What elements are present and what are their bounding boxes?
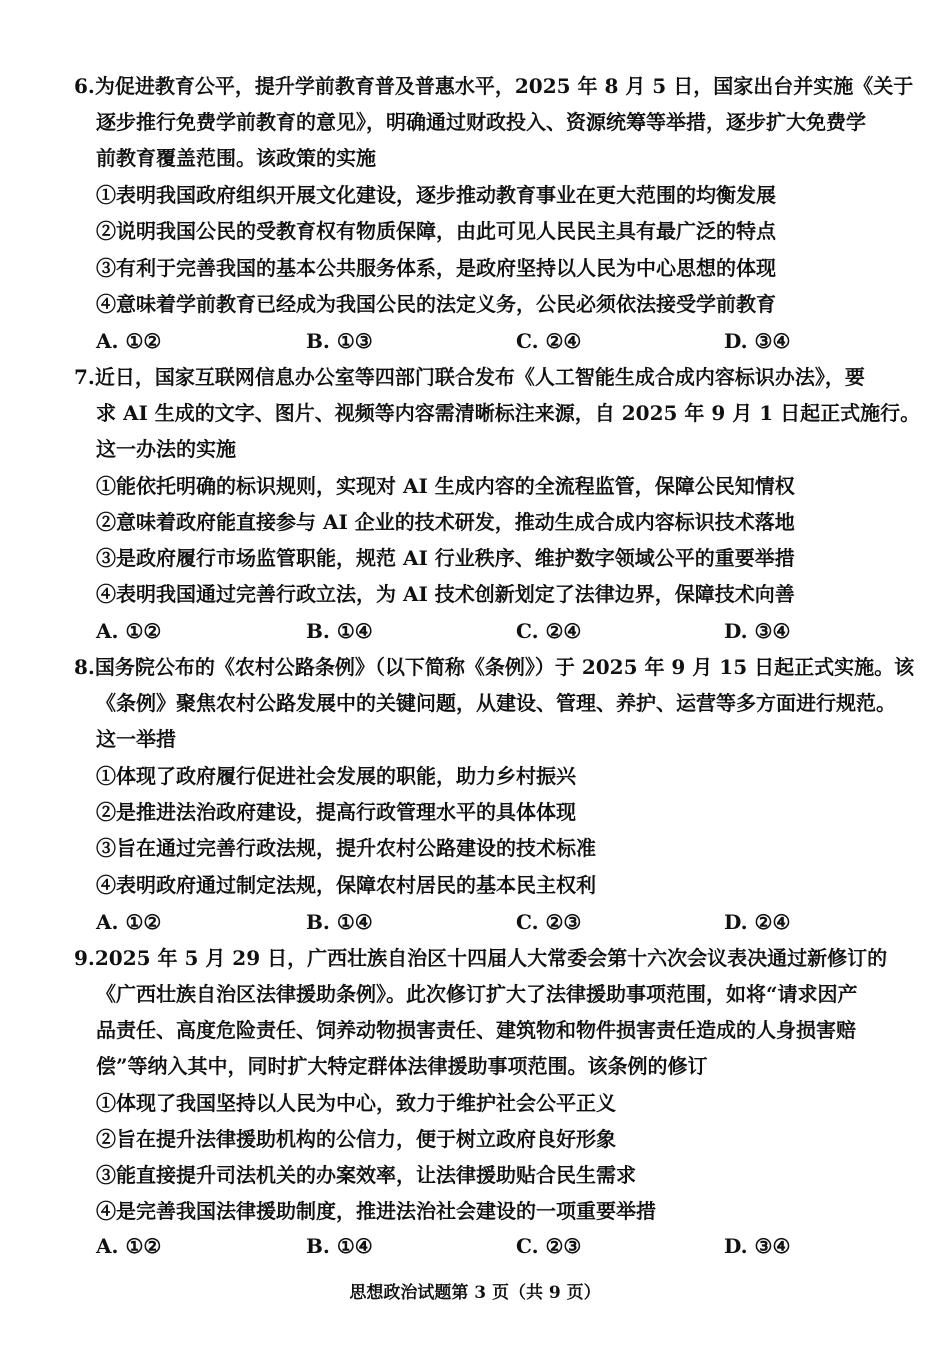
answer-choice-a: A. ①② [96, 329, 162, 353]
question-stem-line: 逐步推行免费学前教育的意见》，明确通过财政投入、资源统筹等举措，逐步扩大免费学 [96, 110, 866, 134]
question-stem-line: 品责任、高度危险责任、饲养动物损害责任、建筑物和物件损害责任造成的人身损害赔 [96, 1018, 856, 1042]
page-footer: 思想政治试题第 3 页（共 9 页） [349, 1283, 601, 1303]
question-stem-line: 求 AI 生成的文字、图片、视频等内容需清晰标注来源，自 2025 年 9 月 1 日起正式施行。 [96, 401, 921, 425]
answer-choice-d: D. ③④ [724, 329, 791, 353]
statement-option: ③能直接提升司法机关的办案效率，让法律援助贴合民生需求 [96, 1163, 636, 1187]
question-stem-line: 这一办法的实施 [96, 437, 236, 461]
question-stem-line: 《条例》聚焦农村公路发展中的关键问题，从建设、管理、养护、运营等多方面进行规范。 [96, 691, 896, 715]
answer-choice-d: D. ③④ [724, 1234, 791, 1258]
statement-option: ②是推进法治政府建设，提高行政管理水平的具体体现 [96, 800, 576, 824]
statement-option: ②意味着政府能直接参与 AI 企业的技术研发，推动生成合成内容标识技术落地 [96, 510, 795, 534]
statement-option: ①体现了我国坚持以人民为中心，致力于维护社会公平正义 [96, 1091, 616, 1115]
answer-choice-b: B. ①③ [306, 329, 373, 353]
statement-option: ③有利于完善我国的基本公共服务体系，是政府坚持以人民为中心思想的体现 [96, 256, 776, 280]
answer-choice-b: B. ①④ [306, 910, 373, 934]
question-stem-line: 7.近日，国家互联网信息办公室等四部门联合发布《人工智能生成合成内容标识办法》，要 [74, 365, 865, 389]
statement-option: ②说明我国公民的受教育权有物质保障，由此可见人民民主具有最广泛的特点 [96, 219, 776, 243]
statement-option: ④是完善我国法律援助制度，推进法治社会建设的一项重要举措 [96, 1199, 656, 1223]
question-stem-line: 这一举措 [96, 727, 176, 751]
answer-choice-c: C. ②③ [516, 1234, 582, 1258]
question-stem-line: 9.2025 年 5 月 29 日，广西壮族自治区十四届人大常委会第十六次会议表决通过新修订的 [74, 946, 888, 970]
answer-choice-b: B. ①④ [306, 619, 373, 643]
answer-choice-c: C. ②④ [516, 619, 582, 643]
question-stem-line: 6.为促进教育公平，提升学前教育普及普惠水平，2025 年 8 月 5 日，国家出台并实施《关于 [74, 74, 914, 98]
question-stem-line: 8.国务院公布的《农村公路条例》（以下简称《条例》）于 2025 年 9 月 15 日起正式实施。该 [74, 655, 915, 679]
statement-option: ①体现了政府履行促进社会发展的职能，助力乡村振兴 [96, 764, 576, 788]
statement-option: ②旨在提升法律援助机构的公信力，便于树立政府良好形象 [96, 1127, 616, 1151]
statement-option: ④表明政府通过制定法规，保障农村居民的基本民主权利 [96, 873, 596, 897]
statement-option: ③是政府履行市场监管职能，规范 AI 行业秩序、维护数字领域公平的重要举措 [96, 546, 795, 570]
answer-choice-d: D. ③④ [724, 619, 791, 643]
answer-choice-d: D. ②④ [724, 910, 791, 934]
answer-choice-a: A. ①② [96, 619, 162, 643]
question-stem-line: 前教育覆盖范围。该政策的实施 [96, 146, 376, 170]
statement-option: ①能依托明确的标识规则，实现对 AI 生成内容的全流程监管，保障公民知情权 [96, 474, 795, 498]
statement-option: ④意味着学前教育已经成为我国公民的法定义务，公民必须依法接受学前教育 [96, 292, 776, 316]
question-stem-line: 《广西壮族自治区法律援助条例》。此次修订扩大了法律援助事项范围，如将“请求因产 [96, 982, 858, 1006]
answer-choice-c: C. ②③ [516, 910, 582, 934]
question-stem-line: 偿”等纳入其中，同时扩大特定群体法律援助事项范围。该条例的修订 [96, 1054, 708, 1078]
answer-choice-c: C. ②④ [516, 329, 582, 353]
answer-choice-a: A. ①② [96, 1234, 162, 1258]
statement-option: ①表明我国政府组织开展文化建设，逐步推动教育事业在更大范围的均衡发展 [96, 183, 776, 207]
statement-option: ③旨在通过完善行政法规，提升农村公路建设的技术标准 [96, 836, 596, 860]
statement-option: ④表明我国通过完善行政立法，为 AI 技术创新划定了法律边界，保障技术向善 [96, 582, 795, 606]
answer-choice-a: A. ①② [96, 910, 162, 934]
answer-choice-b: B. ①④ [306, 1234, 373, 1258]
